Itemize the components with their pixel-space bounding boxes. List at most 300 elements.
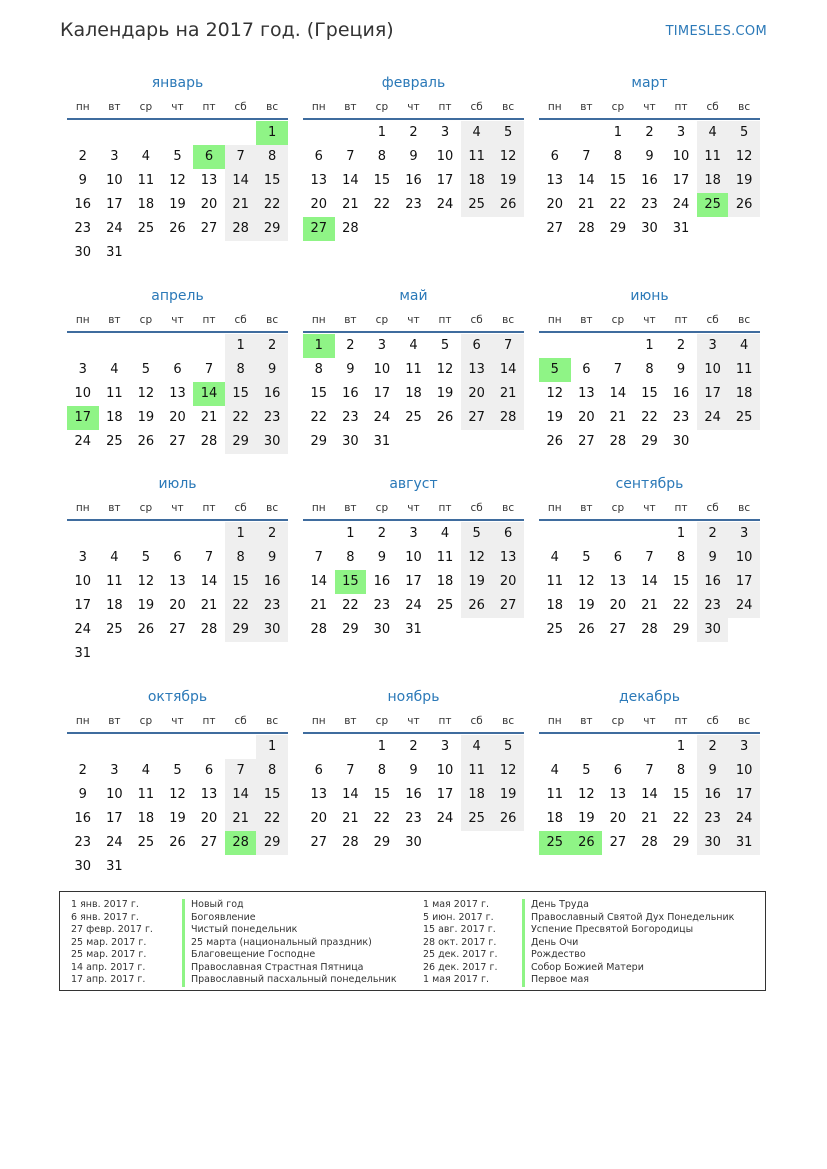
weekday-label: пт bbox=[674, 101, 688, 113]
empty-cell bbox=[539, 735, 571, 759]
day-cell: 10 bbox=[74, 386, 92, 401]
day-cell: 26 bbox=[169, 221, 186, 236]
day-cell: 24 bbox=[106, 835, 123, 850]
day-cell: 20 bbox=[546, 197, 564, 212]
weekday-label: сб bbox=[706, 314, 719, 326]
day-cell: 9 bbox=[409, 763, 418, 778]
day-cell: 1 bbox=[346, 526, 355, 541]
day-cell: 21 bbox=[200, 598, 218, 613]
day-cell: 28 bbox=[342, 835, 359, 850]
day-cell: 12 bbox=[169, 787, 186, 802]
day-cell: 30 bbox=[256, 430, 288, 454]
legend-holiday-date: 17 апр. 2017 г. bbox=[71, 974, 146, 985]
day-cell: 16 bbox=[641, 173, 658, 188]
day-cell: 28 bbox=[641, 835, 658, 850]
day-cell: 19 bbox=[461, 570, 493, 594]
day-cell: 6 bbox=[613, 550, 623, 565]
holiday-day-cell: 28 bbox=[225, 831, 257, 855]
day-cell: 4 bbox=[550, 550, 559, 565]
day-cell: 1 bbox=[225, 334, 257, 358]
day-cell: 19 bbox=[546, 410, 564, 425]
legend-holiday-name: Православная Страстная Пятница bbox=[182, 962, 397, 975]
day-cell: 14 bbox=[492, 358, 524, 382]
day-cell: 21 bbox=[200, 410, 218, 425]
legend-holiday-date: 27 февр. 2017 г. bbox=[71, 924, 153, 935]
weekday-label: вс bbox=[266, 715, 279, 727]
day-cell: 11 bbox=[461, 145, 493, 169]
brand-logo[interactable]: TIMESLES.COM bbox=[665, 24, 767, 39]
day-cell: 1 bbox=[676, 739, 686, 754]
day-cell: 1 bbox=[256, 735, 288, 759]
day-cell: 28 bbox=[641, 622, 658, 637]
day-cell: 13 bbox=[578, 386, 595, 401]
weekday-label: пн bbox=[311, 314, 326, 326]
day-cell: 26 bbox=[728, 193, 760, 217]
day-cell: 11 bbox=[137, 787, 155, 802]
day-cell: 7 bbox=[492, 334, 524, 358]
day-cell: 26 bbox=[578, 622, 595, 637]
day-cell: 10 bbox=[436, 763, 454, 778]
day-cell: 12 bbox=[546, 386, 564, 401]
day-cell: 21 bbox=[578, 197, 595, 212]
legend-holiday-date: 15 авг. 2017 г. bbox=[423, 924, 496, 935]
weekday-label: сб bbox=[234, 715, 247, 727]
day-cell: 25 bbox=[461, 807, 493, 831]
day-cell: 16 bbox=[74, 197, 92, 212]
day-cell: 28 bbox=[342, 221, 359, 236]
day-cell: 23 bbox=[256, 594, 288, 618]
weekday-label: пт bbox=[202, 314, 216, 326]
day-cell: 11 bbox=[106, 386, 123, 401]
weekday-label: вт bbox=[108, 502, 121, 514]
day-cell: 8 bbox=[256, 145, 288, 169]
weekday-label: чт bbox=[171, 502, 184, 514]
day-cell: 9 bbox=[78, 173, 87, 188]
day-cell: 11 bbox=[405, 362, 422, 377]
day-cell: 19 bbox=[728, 169, 760, 193]
day-cell: 16 bbox=[672, 386, 690, 401]
day-cell: 18 bbox=[137, 197, 155, 212]
empty-cell bbox=[335, 735, 367, 759]
day-cell: 14 bbox=[578, 173, 595, 188]
day-cell: 1 bbox=[225, 522, 257, 546]
month-block bbox=[539, 471, 760, 642]
day-cell: 15 bbox=[310, 386, 328, 401]
day-cell: 11 bbox=[461, 759, 493, 783]
day-cell: 14 bbox=[200, 574, 218, 589]
weekday-label: сб bbox=[234, 314, 247, 326]
day-cell: 24 bbox=[728, 594, 760, 618]
day-cell: 20 bbox=[310, 197, 328, 212]
day-cell: 14 bbox=[641, 787, 658, 802]
day-cell: 22 bbox=[373, 811, 391, 826]
month-name: ноябрь bbox=[387, 689, 440, 705]
day-cell: 22 bbox=[310, 410, 328, 425]
empty-cell bbox=[99, 121, 131, 145]
day-cell: 11 bbox=[546, 574, 564, 589]
day-cell: 24 bbox=[672, 197, 690, 212]
month-block bbox=[67, 283, 288, 454]
weekday-label: вс bbox=[738, 715, 751, 727]
legend-holiday-date: 25 мар. 2017 г. bbox=[71, 949, 147, 960]
day-cell: 21 bbox=[342, 197, 359, 212]
weekday-label: пт bbox=[438, 715, 452, 727]
day-cell: 4 bbox=[409, 338, 418, 353]
day-cell: 23 bbox=[405, 197, 422, 212]
day-cell: 13 bbox=[310, 787, 328, 802]
day-grid bbox=[539, 522, 760, 642]
day-cell: 27 bbox=[609, 835, 627, 850]
day-cell: 11 bbox=[106, 574, 123, 589]
day-cell: 12 bbox=[728, 145, 760, 169]
day-cell: 17 bbox=[436, 173, 454, 188]
weekday-label: вс bbox=[266, 314, 279, 326]
day-cell: 7 bbox=[225, 759, 257, 783]
day-cell: 2 bbox=[697, 522, 729, 546]
day-cell: 6 bbox=[314, 763, 323, 778]
day-cell: 29 bbox=[310, 434, 328, 449]
day-cell: 26 bbox=[492, 193, 524, 217]
day-cell: 23 bbox=[672, 410, 690, 425]
day-cell: 11 bbox=[546, 787, 564, 802]
day-cell: 13 bbox=[310, 173, 328, 188]
day-cell: 15 bbox=[672, 787, 690, 802]
day-cell: 4 bbox=[728, 334, 760, 358]
day-cell: 23 bbox=[373, 598, 391, 613]
weekday-label: пн bbox=[75, 101, 90, 113]
day-cell: 2 bbox=[256, 522, 288, 546]
empty-cell bbox=[303, 522, 335, 546]
weekday-label: ср bbox=[375, 314, 389, 326]
month-block bbox=[303, 684, 524, 855]
month-name: август bbox=[389, 476, 438, 492]
day-cell: 27 bbox=[169, 434, 186, 449]
day-cell: 10 bbox=[728, 759, 760, 783]
day-cell: 19 bbox=[492, 169, 524, 193]
weekday-label: ср bbox=[139, 715, 153, 727]
day-cell: 30 bbox=[405, 835, 422, 850]
legend-holiday-date: 26 дек. 2017 г. bbox=[423, 961, 498, 973]
legend-dates-left bbox=[71, 899, 153, 987]
day-cell: 20 bbox=[461, 382, 493, 406]
day-cell: 29 bbox=[672, 835, 690, 850]
day-cell: 9 bbox=[346, 362, 355, 377]
day-cell: 10 bbox=[405, 550, 422, 565]
empty-cell bbox=[130, 334, 162, 358]
day-cell: 12 bbox=[137, 386, 155, 401]
day-cell: 25 bbox=[405, 410, 422, 425]
weekday-label: чт bbox=[171, 715, 184, 727]
day-cell: 6 bbox=[550, 149, 559, 164]
day-cell: 31 bbox=[672, 221, 690, 236]
day-cell: 15 bbox=[256, 783, 288, 807]
holiday-day-cell: 26 bbox=[571, 831, 603, 855]
weekday-label: ср bbox=[611, 314, 625, 326]
day-cell: 30 bbox=[256, 618, 288, 642]
weekday-label: вт bbox=[344, 314, 357, 326]
empty-cell bbox=[193, 522, 225, 546]
empty-cell bbox=[634, 735, 666, 759]
legend-holiday-date: 5 июн. 2017 г. bbox=[423, 911, 494, 923]
weekday-label: вт bbox=[344, 502, 357, 514]
day-cell: 2 bbox=[676, 338, 686, 353]
weekday-header bbox=[67, 96, 288, 120]
day-cell: 5 bbox=[173, 763, 182, 778]
day-cell: 24 bbox=[74, 622, 92, 637]
day-cell: 19 bbox=[169, 197, 186, 212]
weekday-label: вт bbox=[108, 101, 121, 113]
empty-cell bbox=[67, 522, 99, 546]
day-cell: 6 bbox=[314, 149, 323, 164]
day-cell: 18 bbox=[461, 169, 493, 193]
day-cell: 1 bbox=[645, 338, 654, 353]
day-cell: 22 bbox=[609, 197, 627, 212]
day-cell: 25 bbox=[137, 221, 155, 236]
day-cell: 10 bbox=[106, 173, 123, 188]
day-cell: 16 bbox=[405, 787, 422, 802]
day-cell: 2 bbox=[346, 338, 355, 353]
empty-cell bbox=[162, 735, 194, 759]
day-cell: 30 bbox=[641, 221, 658, 236]
month-name: декабрь bbox=[618, 689, 681, 705]
day-cell: 19 bbox=[578, 598, 595, 613]
day-cell: 3 bbox=[110, 763, 119, 778]
day-grid bbox=[67, 522, 288, 666]
day-cell: 12 bbox=[492, 759, 524, 783]
legend-holiday-name: Богоявление bbox=[182, 912, 397, 925]
weekday-label: чт bbox=[407, 502, 420, 514]
weekday-label: пт bbox=[202, 502, 216, 514]
day-cell: 18 bbox=[106, 598, 123, 613]
day-cell: 12 bbox=[578, 787, 595, 802]
month-block bbox=[303, 283, 524, 454]
day-cell: 22 bbox=[225, 406, 257, 430]
day-grid bbox=[539, 121, 760, 241]
day-cell: 6 bbox=[461, 334, 493, 358]
holiday-day-cell: 6 bbox=[193, 145, 225, 169]
legend-holiday-name: Успение Пресвятой Богородицы bbox=[522, 924, 734, 937]
day-cell: 2 bbox=[697, 735, 729, 759]
weekday-label: пт bbox=[438, 101, 452, 113]
day-cell: 31 bbox=[405, 622, 422, 637]
month-block bbox=[539, 684, 760, 855]
day-cell: 3 bbox=[78, 362, 87, 377]
month-name: март bbox=[631, 75, 668, 91]
legend-holiday-name: День Труда bbox=[522, 899, 734, 912]
day-cell: 2 bbox=[377, 526, 387, 541]
day-cell: 12 bbox=[436, 362, 454, 377]
day-cell: 28 bbox=[225, 217, 257, 241]
empty-cell bbox=[225, 735, 257, 759]
weekday-label: сб bbox=[470, 314, 483, 326]
day-cell: 13 bbox=[169, 386, 186, 401]
day-cell: 8 bbox=[256, 759, 288, 783]
weekday-label: вс bbox=[502, 502, 515, 514]
weekday-label: пн bbox=[311, 502, 326, 514]
day-cell: 16 bbox=[74, 811, 92, 826]
day-cell: 4 bbox=[440, 526, 450, 541]
month-name: сентябрь bbox=[615, 476, 684, 492]
weekday-label: пт bbox=[674, 715, 688, 727]
month-block bbox=[67, 684, 288, 879]
day-cell: 23 bbox=[641, 197, 658, 212]
day-cell: 7 bbox=[613, 362, 623, 377]
weekday-label: чт bbox=[407, 314, 420, 326]
legend-holiday-name: Собор Божией Матери bbox=[522, 962, 734, 975]
day-cell: 16 bbox=[405, 173, 422, 188]
day-cell: 7 bbox=[314, 550, 323, 565]
day-cell: 5 bbox=[492, 121, 524, 145]
day-cell: 3 bbox=[676, 125, 686, 140]
day-cell: 18 bbox=[546, 811, 564, 826]
empty-cell bbox=[99, 334, 131, 358]
legend-holiday-name: Рождество bbox=[522, 949, 734, 962]
day-cell: 20 bbox=[200, 811, 218, 826]
day-cell: 31 bbox=[106, 245, 123, 260]
day-cell: 5 bbox=[728, 121, 760, 145]
day-cell: 30 bbox=[74, 245, 92, 260]
day-cell: 6 bbox=[613, 763, 623, 778]
weekday-label: пн bbox=[547, 715, 562, 727]
day-cell: 10 bbox=[728, 546, 760, 570]
day-cell: 24 bbox=[728, 807, 760, 831]
empty-cell bbox=[571, 334, 603, 358]
weekday-label: вт bbox=[108, 314, 121, 326]
day-cell: 6 bbox=[173, 362, 182, 377]
day-cell: 27 bbox=[310, 835, 328, 850]
month-name: апрель bbox=[151, 288, 204, 304]
day-cell: 28 bbox=[492, 406, 524, 430]
day-cell: 17 bbox=[728, 783, 760, 807]
day-cell: 22 bbox=[256, 807, 288, 831]
legend-holiday-date: 1 мая 2017 г. bbox=[423, 974, 489, 985]
month-name: январь bbox=[151, 75, 204, 91]
day-cell: 23 bbox=[256, 406, 288, 430]
day-cell: 17 bbox=[373, 386, 391, 401]
day-cell: 8 bbox=[314, 362, 323, 377]
day-cell: 1 bbox=[377, 125, 387, 140]
day-cell: 24 bbox=[74, 434, 92, 449]
day-cell: 2 bbox=[645, 125, 654, 140]
weekday-label: чт bbox=[643, 314, 656, 326]
weekday-label: вт bbox=[580, 715, 593, 727]
day-cell: 13 bbox=[609, 574, 627, 589]
day-cell: 28 bbox=[578, 221, 595, 236]
empty-cell bbox=[162, 522, 194, 546]
day-cell: 22 bbox=[256, 193, 288, 217]
weekday-label: чт bbox=[171, 101, 184, 113]
weekday-label: вс bbox=[502, 314, 515, 326]
year-calendar bbox=[67, 70, 760, 882]
day-cell: 22 bbox=[672, 598, 690, 613]
day-cell: 19 bbox=[137, 410, 155, 425]
day-cell: 13 bbox=[169, 574, 186, 589]
weekday-label: сб bbox=[706, 502, 719, 514]
day-cell: 24 bbox=[373, 410, 391, 425]
day-cell: 26 bbox=[137, 622, 155, 637]
day-cell: 4 bbox=[461, 121, 493, 145]
day-cell: 3 bbox=[697, 334, 729, 358]
day-cell: 3 bbox=[440, 739, 450, 754]
day-cell: 9 bbox=[377, 550, 387, 565]
day-cell: 30 bbox=[697, 618, 729, 642]
legend-holiday-date: 1 мая 2017 г. bbox=[423, 899, 489, 910]
weekday-label: вс bbox=[266, 101, 279, 113]
empty-cell bbox=[99, 522, 131, 546]
holiday-day-cell: 1 bbox=[303, 334, 335, 358]
weekday-label: чт bbox=[407, 101, 420, 113]
day-cell: 10 bbox=[672, 149, 690, 164]
weekday-label: сб bbox=[470, 502, 483, 514]
day-cell: 13 bbox=[461, 358, 493, 382]
day-cell: 15 bbox=[373, 787, 391, 802]
day-cell: 25 bbox=[461, 193, 493, 217]
legend-holiday-date: 25 мар. 2017 г. bbox=[71, 936, 147, 948]
day-grid bbox=[539, 334, 760, 454]
weekday-label: ср bbox=[611, 715, 625, 727]
day-cell: 11 bbox=[436, 550, 454, 565]
day-cell: 26 bbox=[546, 434, 564, 449]
month-block bbox=[539, 283, 760, 454]
holiday-day-cell: 25 bbox=[539, 831, 571, 855]
weekday-label: чт bbox=[171, 314, 184, 326]
day-cell: 11 bbox=[728, 358, 760, 382]
day-cell: 18 bbox=[546, 598, 564, 613]
day-cell: 5 bbox=[582, 763, 591, 778]
day-cell: 12 bbox=[137, 574, 155, 589]
weekday-label: ср bbox=[139, 502, 153, 514]
day-cell: 17 bbox=[697, 382, 729, 406]
weekday-label: пт bbox=[202, 715, 216, 727]
empty-cell bbox=[335, 121, 367, 145]
day-cell: 21 bbox=[310, 598, 328, 613]
day-cell: 8 bbox=[377, 149, 387, 164]
day-cell: 30 bbox=[373, 622, 391, 637]
day-cell: 19 bbox=[578, 811, 595, 826]
day-cell: 15 bbox=[641, 386, 658, 401]
day-cell: 17 bbox=[436, 787, 454, 802]
day-cell: 20 bbox=[169, 410, 186, 425]
day-cell: 31 bbox=[728, 831, 760, 855]
day-cell: 18 bbox=[436, 574, 454, 589]
day-grid bbox=[303, 121, 524, 241]
weekday-header bbox=[303, 309, 524, 333]
month-name: октябрь bbox=[147, 689, 208, 705]
day-cell: 25 bbox=[728, 406, 760, 430]
day-cell: 12 bbox=[578, 574, 595, 589]
day-cell: 13 bbox=[200, 787, 218, 802]
day-cell: 14 bbox=[310, 574, 328, 589]
day-cell: 14 bbox=[342, 787, 359, 802]
weekday-label: чт bbox=[643, 101, 656, 113]
day-cell: 7 bbox=[346, 149, 355, 164]
day-cell: 11 bbox=[697, 145, 729, 169]
weekday-label: вт bbox=[344, 715, 357, 727]
day-cell: 20 bbox=[609, 811, 627, 826]
day-cell: 3 bbox=[728, 522, 760, 546]
day-cell: 5 bbox=[440, 338, 450, 353]
day-cell: 4 bbox=[141, 149, 151, 164]
weekday-label: пт bbox=[674, 502, 688, 514]
day-cell: 21 bbox=[609, 410, 627, 425]
empty-cell bbox=[162, 121, 194, 145]
day-cell: 7 bbox=[645, 550, 654, 565]
day-cell: 8 bbox=[613, 149, 623, 164]
day-cell: 25 bbox=[137, 835, 155, 850]
day-cell: 21 bbox=[641, 811, 658, 826]
day-cell: 6 bbox=[204, 763, 214, 778]
weekday-header bbox=[303, 96, 524, 120]
